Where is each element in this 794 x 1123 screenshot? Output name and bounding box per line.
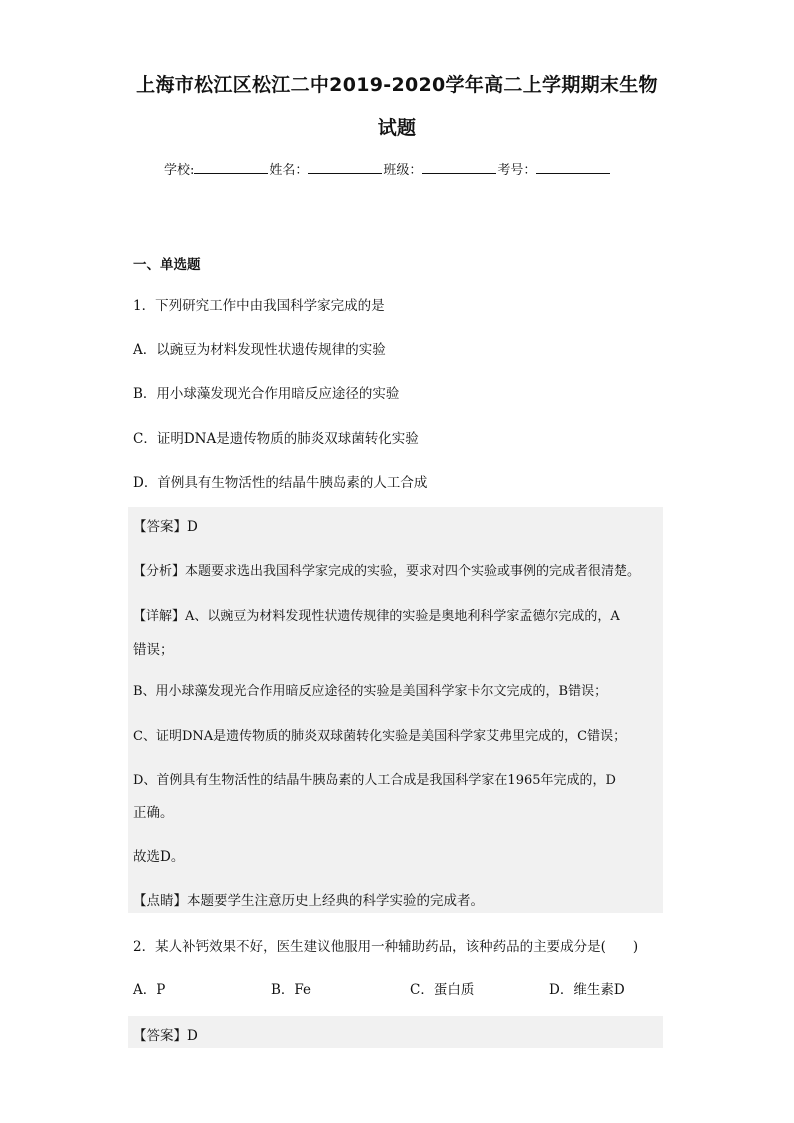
question-1-option-a: A．以豌豆为材料发现性状遗传规律的实验: [133, 342, 386, 358]
class-label: 班级：: [383, 163, 423, 178]
question-2-answer: 【答案】D: [133, 1028, 198, 1044]
question-2-option-c: C．蛋白质: [410, 982, 475, 998]
page-title-continued: 试题: [377, 117, 417, 139]
student-info-line: [164, 159, 644, 178]
question-1-detail-c: C、证明DNA是遗传物质的肺炎双球菌转化实验是美国科学家艾弗里完成的，C错误；: [133, 729, 627, 744]
question-1-option-c: C．证明DNA是遗传物质的肺炎双球菌转化实验: [133, 431, 419, 447]
question-1-option-b: B．用小球藻发现光合作用暗反应途径的实验: [133, 386, 400, 402]
question-2-answer-box: [128, 1016, 663, 1048]
name-label: 姓名：: [269, 163, 309, 178]
question-2-option-b: B．Fe: [271, 982, 312, 998]
question-1-answer: 【答案】D: [133, 519, 198, 535]
question-1-answer-box: [128, 507, 663, 913]
question-1-stem: 1．下列研究工作中由我国科学家完成的是: [133, 298, 385, 314]
school-label: 学校:: [164, 163, 195, 178]
page-title: 上海市松江区松江二中2019-2020学年高二上学期期末生物: [136, 74, 658, 96]
question-2-option-a: A．P: [133, 982, 166, 998]
section-title: 一、单选题: [133, 257, 201, 273]
question-1-detail-a-cont: 错误；: [133, 642, 174, 658]
question-1-comment: 【点睛】本题要学生注意历史上经典的科学实验的完成者。: [133, 893, 484, 909]
number-label: 考号：: [497, 163, 537, 178]
question-1-option-d: D．首例具有生物活性的结晶牛胰岛素的人工合成: [133, 475, 428, 491]
question-2-option-d: D．维生素D: [549, 982, 625, 998]
school-blank: [194, 161, 268, 174]
question-1-detail-d: D、首例具有生物活性的结晶牛胰岛素的人工合成是我国科学家在1965年完成的，D: [133, 773, 616, 788]
question-1-detail-b: B、用小球藻发现光合作用暗反应途径的实验是美国科学家卡尔文完成的，B错误；: [133, 684, 608, 699]
question-1-detail-d-cont: 正确。: [133, 805, 174, 821]
question-1-conclusion: 故选D。: [133, 849, 185, 865]
name-blank: [308, 161, 382, 174]
question-1-detail-a: 【详解】A、以豌豆为材料发现性状遗传规律的实验是奥地利科学家孟德尔完成的，A: [133, 609, 620, 624]
question-2-stem: 2．某人补钙效果不好，医生建议他服用一种辅助药品，该种药品的主要成分是( ): [133, 939, 639, 955]
class-blank: [422, 161, 496, 174]
question-1-analysis: 【分析】本题要求选出我国科学家完成的实验，要求对四个实验或事例的完成者很清楚。: [133, 564, 641, 579]
number-blank: [536, 161, 610, 174]
